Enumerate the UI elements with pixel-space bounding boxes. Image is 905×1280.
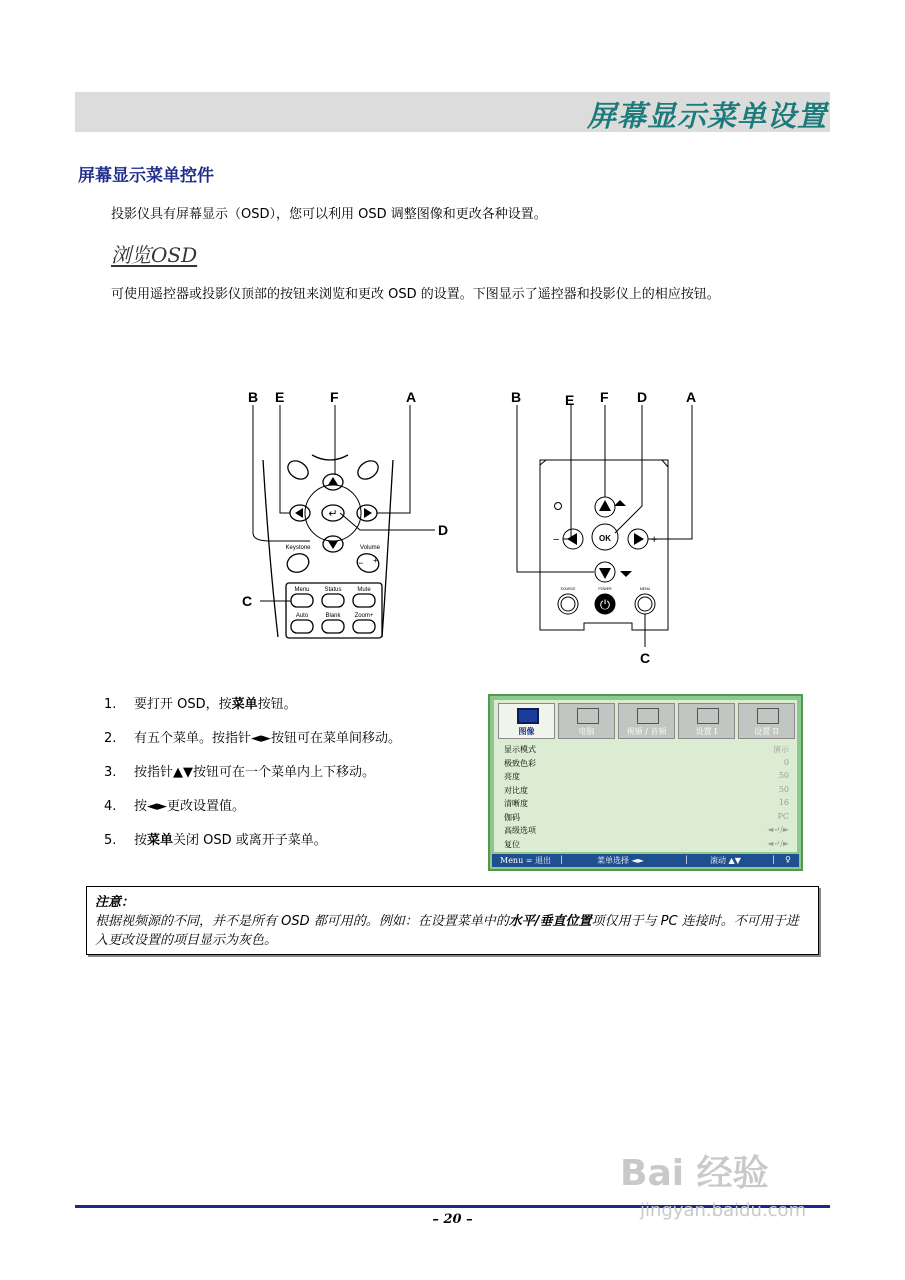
step-3: 3. 按指针▲▼按钮可在一个菜单内上下移动。 bbox=[104, 765, 375, 780]
panel-label-f: F bbox=[600, 389, 609, 405]
osd-row-contrast[interactable]: 对比度 50 bbox=[504, 784, 789, 795]
panel-label-d: D bbox=[637, 389, 648, 405]
remote-label-c: C bbox=[242, 593, 253, 609]
osd-row-brightness[interactable]: 亮度 50 bbox=[504, 771, 789, 781]
intro-text: 投影仪具有屏幕显示（OSD），您可以利用 OSD 调整图像和更改各种设置。 bbox=[111, 207, 547, 222]
remote-menu-label: Menu bbox=[294, 587, 310, 593]
remote-mute-label: Mute bbox=[357, 587, 371, 593]
step-5: 5. 按菜单关闭 OSD 或离开子菜单。 bbox=[104, 833, 327, 848]
remote-callouts bbox=[253, 405, 435, 601]
remote-label-b: B bbox=[248, 389, 259, 405]
remote-keystone-label: Keystone bbox=[285, 545, 311, 551]
osd-tab-computer[interactable]: 电脑 bbox=[558, 703, 615, 739]
panel-label-a: A bbox=[686, 389, 697, 405]
baidu-watermark bbox=[620, 1145, 806, 1221]
panel-ok-label: OK bbox=[599, 534, 611, 543]
panel-label-b: B bbox=[511, 389, 522, 405]
remote-label-a: A bbox=[406, 389, 417, 405]
panel-power-label: POWER bbox=[598, 587, 612, 591]
osd-tab-setup-1[interactable]: 设置 I bbox=[678, 703, 735, 739]
remote-label-e: E bbox=[275, 389, 285, 405]
panel-menu-label: MENU bbox=[639, 587, 651, 591]
panel-label-c: C bbox=[640, 650, 651, 666]
remote-status-label: Status bbox=[324, 587, 342, 593]
osd-tab-setup-2[interactable]: 设置 II bbox=[738, 703, 795, 739]
osd-row-display-mode[interactable]: 显示模式 演示 bbox=[504, 745, 789, 754]
page-number: – 20 – bbox=[432, 1212, 473, 1227]
remote-enter-icon: ↵ bbox=[328, 508, 338, 520]
note-text: 根据视频源的不同，并不是所有 OSD 都可用的。例如：在设置菜单中的水平/垂直位置项仅用于与 PC 连接时。不可用于进入更改设置的项目显示为灰色。 bbox=[95, 914, 799, 948]
osd-row-brilliant-color[interactable]: 极致色彩 0 bbox=[504, 757, 789, 768]
monitor-icon bbox=[517, 708, 539, 724]
step-2: 2. 有五个菜单。按指针◄►按钮可在菜单间移动。 bbox=[104, 731, 401, 746]
remote-blank-label: Blank bbox=[325, 613, 341, 619]
osd-tab-video-audio[interactable]: 视频 / 音频 bbox=[618, 703, 675, 739]
remote-zoom-label: Zoom+ bbox=[354, 613, 374, 619]
osd-row-reset[interactable]: 复位 ◄↵/► bbox=[504, 838, 789, 849]
osd-footer-bar: Menu = 退出 | 菜单选择 ◄► | 滚动 ▲▼ | ♀ bbox=[492, 854, 799, 867]
osd-footer-icon: ♀ bbox=[785, 855, 791, 864]
controls-diagram bbox=[230, 385, 700, 670]
osd-menu-screenshot bbox=[488, 694, 803, 871]
watermark-logo: Bai 经验 bbox=[620, 1153, 769, 1194]
remote-plus: + bbox=[373, 556, 378, 565]
panel-plus: + bbox=[651, 534, 658, 546]
navigate-paragraph: 可使用遥控器或投影仪顶部的按钮来浏览和更改 OSD 的设置。下图显示了遥控器和投影仪上的相应按钮。 bbox=[111, 287, 720, 302]
remote-auto-label: Auto bbox=[295, 613, 309, 619]
osd-tab-image[interactable]: 图像 bbox=[498, 703, 555, 739]
remote-minus: − bbox=[358, 558, 364, 568]
remote-label-f: F bbox=[330, 389, 339, 405]
audio-video-icon bbox=[637, 708, 659, 724]
panel-label-e: E bbox=[565, 392, 575, 408]
projector-settings-icon bbox=[757, 708, 779, 724]
remote-volume-label: Volume bbox=[359, 545, 381, 551]
panel-source-label: SOURCE bbox=[560, 587, 576, 591]
panel-minus: − bbox=[553, 534, 560, 546]
osd-row-gamma[interactable]: 伽码 PC bbox=[504, 811, 789, 822]
chapter-title: 屏幕显示菜单设置 bbox=[586, 99, 827, 133]
osd-panel bbox=[494, 700, 797, 852]
section-title: 屏幕显示菜单控件 bbox=[78, 166, 214, 186]
subsection-title: 浏览OSD bbox=[111, 243, 198, 267]
osd-row-sharpness[interactable]: 清晰度 16 bbox=[504, 798, 789, 808]
osd-footer-select: 菜单选择 ◄► bbox=[597, 856, 644, 865]
osd-footer-move: 滚动 ▲▼ bbox=[710, 856, 741, 865]
osd-footer-exit: Menu = 退出 bbox=[500, 856, 552, 865]
note-box bbox=[86, 886, 819, 955]
projector-icon bbox=[697, 708, 719, 724]
osd-row-advanced[interactable]: 高级选项 ◄↵/► bbox=[504, 825, 789, 835]
note-title: 注意： bbox=[95, 895, 135, 910]
computer-icon bbox=[577, 708, 599, 724]
power-icon: ⏻ bbox=[599, 597, 611, 612]
step-4: 4. 按◄►更改设置值。 bbox=[104, 799, 245, 814]
remote-label-d: D bbox=[438, 522, 449, 538]
step-1: 1. 要打开 OSD，按菜单按钮。 bbox=[104, 697, 297, 712]
steps-list bbox=[104, 695, 474, 865]
watermark-url: jingyan.baidu.com bbox=[640, 1200, 807, 1221]
